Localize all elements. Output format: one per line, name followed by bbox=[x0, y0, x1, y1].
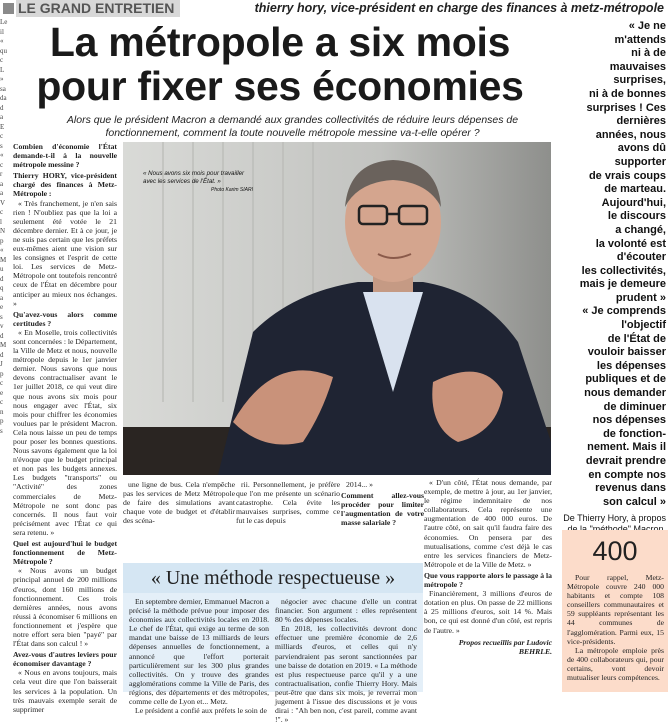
interview-photo bbox=[123, 142, 551, 475]
pull-quote-line: « Je comprends bbox=[582, 305, 666, 318]
pull-quote-line: surprises ! Ces bbox=[586, 101, 666, 114]
pull-quote-line: m'attends bbox=[614, 33, 666, 46]
rubric-interviewee: thierry hory, vice-président en charge des finances à metz-métropole bbox=[254, 1, 664, 15]
edge-fragment: c bbox=[0, 398, 4, 406]
edge-fragment: c bbox=[0, 132, 4, 140]
column-paragraph: Avez-vous d'autres leviers pour économiser davantage ? bbox=[13, 650, 117, 669]
edge-fragment: a bbox=[0, 293, 4, 302]
pull-quote-line: publiques et de bbox=[585, 373, 666, 386]
pull-quote-line: d'écouter bbox=[616, 251, 666, 264]
key-figure-text bbox=[567, 573, 664, 691]
section-rubric bbox=[0, 0, 670, 17]
pull-quote-line: mauvaises bbox=[609, 60, 666, 73]
edge-fragment: c bbox=[0, 379, 4, 387]
edge-fragment: v bbox=[0, 322, 4, 330]
article-column-4 bbox=[341, 480, 424, 562]
edge-fragment: d bbox=[0, 331, 4, 340]
pull-quote-line: années, nous bbox=[595, 128, 666, 141]
figure-paragraph: Pour rappel, Metz-Métropole couvre 240 000 habitants et compte 108 conseillers communautaires et 59 suppléants représentant les 44 communes de l'agglomération. Parmi eux, 15 vice-présidents. bbox=[567, 573, 664, 646]
column-paragraph: Quel est aujourd'hui le budget fonctionnement de Metz-Métropole ? bbox=[13, 539, 117, 567]
edge-fragment: r bbox=[0, 170, 3, 178]
edge-fragment: q bbox=[0, 284, 4, 292]
edge-fragment: il bbox=[0, 27, 4, 36]
edge-fragment: « bbox=[0, 37, 4, 45]
sidebar-box-column-2 bbox=[275, 597, 417, 724]
column-paragraph: Financièrement, 3 millions d'euros de dotation en plus. On passe de 22 millions à 25 millions d'euros, soit 14 %. Mais bon, ce qui est donné d'un côté, est repris de l'autre. » bbox=[424, 589, 552, 635]
column-paragraph: « Nous en avons toujours, mais cela veut dire que l'on baisserait les services à la population. Un très mauvais exemple serait de supprimer bbox=[13, 668, 117, 714]
key-figure-box bbox=[562, 530, 668, 692]
edge-fragment: » bbox=[0, 75, 4, 83]
edge-fragment: c bbox=[0, 56, 4, 64]
edge-fragment: c bbox=[0, 160, 4, 169]
edge-fragment: e bbox=[0, 303, 4, 311]
edge-fragment: e bbox=[0, 388, 4, 397]
pull-quote-line: mais je demeure bbox=[579, 278, 666, 291]
edge-fragment: n bbox=[0, 407, 4, 416]
edge-fragment: M bbox=[0, 341, 7, 349]
pull-quote-line: les dépenses bbox=[596, 359, 666, 372]
pull-quote-line: nos dépenses bbox=[592, 414, 666, 427]
photo-caption-text: « Nous avons six mois pour travailler avec les services de l'État. » bbox=[143, 170, 245, 185]
article-column-1 bbox=[13, 140, 117, 714]
box-paragraph: négocier avec chacune d'elle un contrat financier. Son argument : elles représentent 80 % des dépenses locales. bbox=[275, 597, 417, 625]
pull-quote-line: nement. Mais il bbox=[587, 441, 666, 454]
edge-fragment: l bbox=[0, 217, 2, 226]
edge-fragment: da bbox=[0, 94, 7, 102]
byline-signature: Propos recueillis par Ludovic BEHRLE. bbox=[458, 637, 552, 656]
column-paragraph: « En Moselle, trois collectivités sont concernées : le Département, la Ville de Metz et nous, nouvelle métropole depuis le 1er janvier dernier. Nous savons que nous devons contractualiser avant le 1er juillet 2018, ce qui veut dire que nous avons six mois pour nous engager avec l'État, six mois pour chiffrer les économies voulues par le président Macron. Cela nous laisse un peu de temps pour poser les bonnes questions. Nous savons également que la loi n'évoque que le budget principal et non pas les budgets annexes. Les budgets "transports" ou "Activité" des zones commerciales de Metz-Métropole ne sont donc pas concernés. Il nous faut voir précisément avec l'État ce qui sera retenu. » bbox=[13, 327, 117, 537]
column-2-text: une ligne de bus. Cela n'empêche pas les services de Metz Métropole de faire des simulations avant chaque vote de budget et d'établir des scéna- bbox=[123, 480, 235, 526]
pull-quote-line: son calcul » bbox=[603, 495, 666, 508]
pull-quote-line: de fonction- bbox=[603, 427, 666, 440]
pull-quote-line: ni à de bbox=[631, 47, 666, 60]
edge-fragment: d bbox=[0, 350, 4, 359]
pull-quote-credit: De Thierry Hory, à propos bbox=[563, 513, 666, 524]
column-paragraph: « D'un côté, l'État nous demande, par exemple, de mettre à jour, au 1er janvier, le régime indemnitaire de nos collaborateurs. Cela représente une augmentation de 400 000 euros. De l'autre côté, on sait qu'il faudra faire des économies. On pensera par des mutualisations, comme c'est déjà le cas entre les services financiers de Metz-Métropole et de la Ville de Metz. » bbox=[424, 478, 552, 569]
headline: La métropole a six mois pour fixer ses économies bbox=[36, 19, 524, 109]
figure-paragraph: La métropole emploie près de 400 collaborateurs qui, pour certains, vont devoir mutualiser leurs compétences. bbox=[567, 645, 664, 683]
edge-fragment: N bbox=[0, 227, 6, 235]
edge-fragment: p bbox=[0, 236, 4, 245]
pull-quote-line: de l'État de bbox=[607, 332, 666, 345]
pull-quote-line: de vrais coups bbox=[588, 169, 666, 182]
key-figure-value: 400 bbox=[592, 536, 638, 566]
edge-fragment: d bbox=[0, 274, 4, 283]
pull-quote-line: dernières bbox=[616, 115, 666, 128]
sidebar-box-column-1 bbox=[129, 597, 269, 716]
pull-quote-line: supporter bbox=[614, 155, 666, 168]
sidebar-box bbox=[123, 593, 423, 724]
pull-quote bbox=[556, 20, 666, 535]
pull-quote-line: revenus dans bbox=[595, 482, 666, 495]
edge-fragment: J bbox=[0, 360, 3, 368]
photo-credit: Photo Karim SIARI bbox=[211, 187, 253, 193]
pull-quote-line: en compte nos bbox=[588, 468, 666, 481]
pull-quote-line: de marteau. bbox=[604, 183, 666, 196]
rubric-square-icon bbox=[3, 3, 14, 14]
column-paragraph: « Très franchement, je n'en sais rien ! N'oubliez pas que la loi a seulement été votée le 21 décembre dernier. Et à ce jour, je ne suis pas certain que les préfets eux-mêmes aient une vision sur les consignes et l'esprit de cette loi. Les services de Metz-Métropole ont toutefois rencontré ceux de l'État en décembre pour anticiper au mieux nos échanges. » bbox=[13, 198, 117, 308]
pull-quote-line: « Je ne bbox=[628, 20, 666, 32]
column-3-text: rii. Personnellement, je préfère que l'on me présente un scénario catastrophe. Cela évite les mauvaises surprises, comme ce fut le cas depuis bbox=[236, 480, 340, 526]
edge-fragment: « bbox=[0, 151, 4, 159]
edge-fragment: a bbox=[0, 189, 4, 197]
deck: Alors que le président Macron a demandé aux grandes collectivités de réduire leurs dépenses de fonctionnement, comment la toute nouvelle métropole messine va-t-elle opérer ? bbox=[66, 114, 519, 139]
pull-quote-line: avons dû bbox=[617, 142, 666, 155]
left-edge-column bbox=[0, 18, 8, 692]
box-paragraph: En 2018, les collectivités devront donc effectuer une première économie de 2,6 milliards d'euros, et celles qui n'y parviendraient pas seront sanctionnées par une baisse de dotation en 2019. « La méthode est plus respectueuse parce qu'il y a une contractualisation, confie Thierry Hory. Mais peut-être que dans six mois, je reverrai mon jugement à l'issue des discussions et je vous dirai : "Ah ben non, c'est pareil, comme avant !". » bbox=[275, 624, 417, 724]
pull-quote-line: la volonté est bbox=[595, 237, 666, 250]
edge-fragment: « bbox=[0, 246, 4, 254]
edge-fragment: c bbox=[0, 208, 4, 216]
column-paragraph: 2014... » bbox=[346, 480, 373, 489]
pull-quote-line: Aujourd'hui, bbox=[601, 196, 666, 209]
photo-caption bbox=[143, 170, 253, 194]
pull-quote-line: ni à de bonnes bbox=[588, 87, 666, 100]
edge-fragment: p bbox=[0, 369, 4, 378]
edge-fragment: qu bbox=[0, 46, 7, 55]
pull-quote-line: le discours bbox=[607, 210, 666, 223]
rubric-label: LE GRAND ENTRETIEN bbox=[16, 0, 180, 17]
pull-quote-line: surprises, bbox=[613, 74, 666, 87]
column-paragraph: Combien d'économie l'État demande-t-il à la nouvelle métropole messine ? bbox=[13, 142, 117, 170]
edge-fragment: a bbox=[0, 179, 4, 188]
pull-quote-line: prudent » bbox=[615, 291, 666, 304]
column-paragraph: Thierry HORY, vice-président chargé des finances à Metz-Métropole : bbox=[13, 171, 117, 199]
box-paragraph: En septembre dernier, Emmanuel Macron a précisé la méthode prévue pour imposer des économies aux collectivités locales en 2018. Le chef de l'État, qui exige au terme de son mandat une baisse de 13 milliards de leurs dépenses annuelles de fonctionnement, a annoncé que l'effort porterait particulièrement sur les 300 plus grandes collectivités. On y trouve des grandes agglomérations comme la Ville de Paris, des régions, des départements et des métropoles, comme celle de Lyon et... Metz. bbox=[129, 597, 269, 707]
pull-quote-line: les collectivités, bbox=[581, 264, 666, 277]
column-paragraph: Comment allez-vous procéder pour limiter l'augmentation de votre masse salariale ? bbox=[341, 491, 424, 528]
article-column-3 bbox=[236, 480, 340, 562]
edge-fragment: sa bbox=[0, 84, 6, 93]
edge-fragment: Le bbox=[0, 18, 8, 26]
article-column-2 bbox=[123, 480, 235, 562]
edge-fragment: L bbox=[0, 65, 5, 74]
edge-fragment: M bbox=[0, 255, 7, 264]
box-paragraph: Le président a confié aux préfets le soin de bbox=[135, 706, 267, 716]
edge-fragment: d bbox=[0, 103, 4, 112]
pull-quote-line: devrait prendre bbox=[585, 455, 666, 467]
pull-quote-line: vouloir baisser bbox=[587, 346, 666, 359]
sidebar-box-title: « Une méthode respectueuse » bbox=[123, 563, 423, 593]
edge-fragment: V bbox=[0, 198, 6, 207]
column-5-body bbox=[424, 478, 552, 635]
edge-fragment: s bbox=[0, 312, 3, 321]
pull-quote-line: a changé, bbox=[615, 223, 666, 236]
column-paragraph: Que vous rapporte alors le passage à la métropole ? bbox=[424, 570, 552, 590]
column-paragraph: « Nous avons un budget principal annuel de 200 millions d'euros, dont 160 millions de fonctionnement. Ces trois dernières années, nous avons réussi à économiser 6 millions en fonctionnement et j'espère que notre effort sera bien "payé" par l'État dans son calcul ! » bbox=[13, 566, 117, 649]
edge-fragment: a bbox=[0, 113, 4, 121]
article-column-5 bbox=[424, 478, 552, 692]
edge-fragment: p bbox=[0, 417, 4, 425]
pull-quote-line: nous demander bbox=[584, 387, 666, 400]
edge-fragment: s bbox=[0, 141, 3, 150]
column-paragraph: Qu'avez-vous alors comme certitudes ? bbox=[13, 309, 117, 328]
pull-quote-text bbox=[556, 20, 666, 509]
edge-fragment: E bbox=[0, 122, 5, 131]
edge-fragment: s bbox=[0, 426, 3, 435]
pull-quote-line: de diminuer bbox=[603, 400, 666, 413]
edge-fragment: u bbox=[0, 265, 4, 273]
pull-quote-line: l'objectif bbox=[621, 319, 666, 332]
